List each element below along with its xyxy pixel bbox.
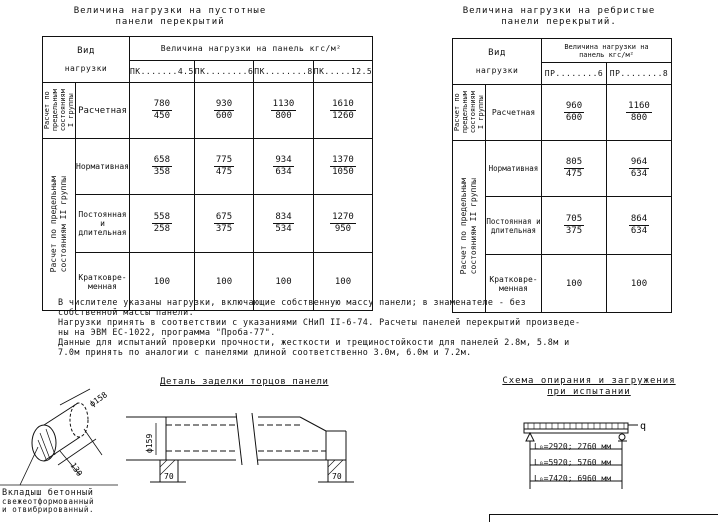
left-group1-label: [43, 83, 76, 139]
scheme-drawing: [500, 415, 660, 495]
left-group1-line1: Расчет по: [43, 91, 51, 130]
left-r1c3-num: 1370: [332, 155, 354, 165]
left-r1c2-den: 634: [275, 167, 292, 177]
right-r0c0-num: 960: [565, 101, 583, 111]
left-r2c1-den: 375: [215, 224, 233, 234]
right-r1c1-num: 964: [630, 157, 648, 167]
left-r1c0-den: 358: [153, 167, 171, 177]
right-header-value: [542, 39, 672, 63]
cylinder-insert: [32, 403, 88, 461]
left-r1c3-den: 1050: [332, 167, 354, 177]
left-r2c2-num: 834: [275, 212, 292, 222]
insert-label-line3: и отвибрированный.: [2, 505, 95, 514]
span-label-3: L₀=7420; 6960 мм: [534, 474, 612, 483]
left-r3c3: 100: [313, 253, 372, 311]
left-group1-line2: предельным: [51, 89, 59, 132]
span-label-1: L₀=2920; 2760 мм: [534, 442, 612, 451]
right-table-title-line2: панели перекрытий.: [501, 17, 617, 27]
left-r1c0-num: 658: [153, 155, 171, 165]
insert-leader: [20, 447, 38, 485]
insert-label-line1: Вкладыш бетонный: [2, 488, 94, 498]
right-r3c0: 100: [542, 255, 607, 313]
left-r0c0-den: 450: [153, 111, 171, 121]
dim-phi159: ф159: [145, 433, 154, 453]
left-r3c1: 100: [194, 253, 253, 311]
left-col-0: ПК.......4.5: [129, 61, 194, 83]
left-row3-label: Кратковре-менная: [76, 253, 130, 311]
right-group2-line1: Расчет по предельным: [459, 178, 468, 275]
left-row2-label: Постоянная и длительная: [76, 195, 130, 253]
left-r1c1-den: 475: [215, 167, 233, 177]
left-header-value: Величина нагрузки на панель кгс/м²: [129, 37, 372, 61]
left-row1-label: Нормативная: [76, 139, 130, 195]
insert-label: [2, 489, 94, 515]
right-group2-line2: состояниям II группы: [469, 178, 478, 275]
dim-70b: 70: [332, 472, 342, 481]
left-r0c3-num: 1610: [332, 99, 354, 109]
right-r2c1-num: 864: [630, 214, 648, 224]
left-r0c0-num: 780: [153, 99, 171, 109]
left-r2c3-num: 1270: [332, 212, 354, 222]
right-r1c0-num: 805: [565, 157, 583, 167]
left-r1c2-num: 934: [275, 155, 292, 165]
note-line-5: Данные для испытаний проверки прочности, жесткости и трещиностойкости для панелей 2.8м, 5.8м и: [58, 337, 570, 347]
left-r0c3-den: 1260: [332, 111, 354, 121]
panel-elevation: [126, 413, 354, 482]
left-header-vid-cell: [43, 37, 130, 83]
right-header-load: нагрузки: [475, 66, 519, 75]
right-row3-label: Кратковре-менная: [486, 255, 542, 313]
insert-label-line2: свежеотформованный: [2, 496, 95, 506]
left-group1-line3: состояниям: [59, 89, 67, 132]
left-group1-line4: I группы: [67, 93, 75, 128]
right-r2c0-den: 375: [565, 226, 583, 236]
right-r2c1-den: 634: [630, 226, 648, 236]
note-line-1: В числителе указаны нагрузки, включающие собственную массу панели; в знаменателе - без: [58, 297, 527, 307]
left-r0c2-den: 800: [275, 111, 292, 121]
right-row1-label: Нормативная: [486, 141, 542, 197]
left-header-vid: Вид: [77, 46, 95, 56]
right-row0-label: Расчетная: [486, 85, 542, 141]
right-group1-line3: состояниям: [469, 91, 477, 134]
note-line-3: Нагрузки принять в соответствии с указаниями СНиП II-6-74. Расчеты панелей перекрытий произведе-: [58, 317, 581, 327]
left-r3c0: 100: [129, 253, 194, 311]
scheme-q-label: q: [640, 421, 647, 432]
note-line-4: ны на ЭВМ ЕС-1022, программа "Проба-77".: [58, 327, 276, 337]
right-r0c1-num: 1160: [628, 101, 650, 111]
detail-title: Деталь заделки торцов панели: [160, 377, 329, 387]
left-r2c1-num: 675: [215, 212, 233, 222]
right-group1-line2: предельным: [461, 91, 469, 134]
left-row0-label: Расчетная: [76, 83, 130, 139]
note-line-6: 7.0м принять по аналогии с панелями длиной соответственно 3.0м, 6.0м и 7.2м.: [58, 347, 472, 357]
scheme-title: [476, 376, 702, 398]
dim-70a: 70: [164, 472, 174, 481]
left-table-title-line1: Величина нагрузки на пустотные: [73, 6, 267, 16]
right-r3c1: 100: [607, 255, 672, 313]
dim-130: 130: [68, 460, 85, 478]
right-r0c0-den: 600: [565, 113, 583, 123]
left-col-1: ПК........6: [194, 61, 253, 83]
left-r2c3-den: 950: [334, 224, 352, 234]
dim-phi158: ф158: [87, 390, 109, 409]
left-r0c2-num: 1130: [272, 99, 295, 109]
left-table-title: [50, 6, 290, 28]
right-row2-label: Постоянная и длительная: [486, 197, 542, 255]
left-group2-label: [43, 139, 76, 311]
left-group2-line1: Расчет по предельным: [49, 176, 58, 273]
left-load-table: [42, 36, 373, 311]
right-r1c0-den: 475: [565, 169, 583, 179]
right-table-title-line1: Величина нагрузки на ребристые: [462, 6, 656, 16]
left-group2-line2: состояниям II группы: [59, 176, 68, 273]
right-group1-line4: I группы: [477, 95, 485, 130]
note-line-2: собственной массы панели.: [58, 307, 195, 317]
left-r0c1-den: 600: [215, 111, 233, 121]
right-group1-label: [453, 85, 486, 141]
right-header-vid: Вид: [488, 48, 506, 58]
right-header-value-line1: Величина нагрузки на: [564, 42, 649, 51]
right-col-1: ПР........8: [607, 63, 672, 85]
left-table-title-line2: панели перекрытий: [115, 17, 225, 27]
right-table-title: [448, 6, 670, 28]
scheme-title-line2: при испытании: [547, 387, 631, 397]
right-r1c1-den: 634: [630, 169, 648, 179]
left-r1c1-num: 775: [215, 155, 233, 165]
right-header-value-line2: панель кгс/м²: [579, 50, 634, 59]
span-label-2: L₀=5920; 5760 мм: [534, 458, 612, 467]
right-r2c0-num: 705: [565, 214, 583, 224]
right-r0c1-den: 800: [630, 113, 648, 123]
right-col-0: ПР........6: [542, 63, 607, 85]
right-group2-label: [453, 141, 486, 313]
left-r3c2: 100: [254, 253, 313, 311]
right-group1-line1: Расчет по: [453, 93, 461, 132]
right-load-table: [452, 38, 672, 313]
left-r2c0-num: 558: [153, 212, 171, 222]
left-col-2: ПК........8: [254, 61, 313, 83]
left-header-load: нагрузки: [64, 64, 108, 73]
scheme-title-line1: Схема опирания и загружения: [502, 376, 676, 386]
left-r2c2-den: 534: [275, 224, 292, 234]
left-col-3: ПК.....12.5: [313, 61, 372, 83]
notes-block: [58, 297, 688, 357]
left-r2c0-den: 258: [153, 224, 171, 234]
left-r0c1-num: 930: [215, 99, 233, 109]
